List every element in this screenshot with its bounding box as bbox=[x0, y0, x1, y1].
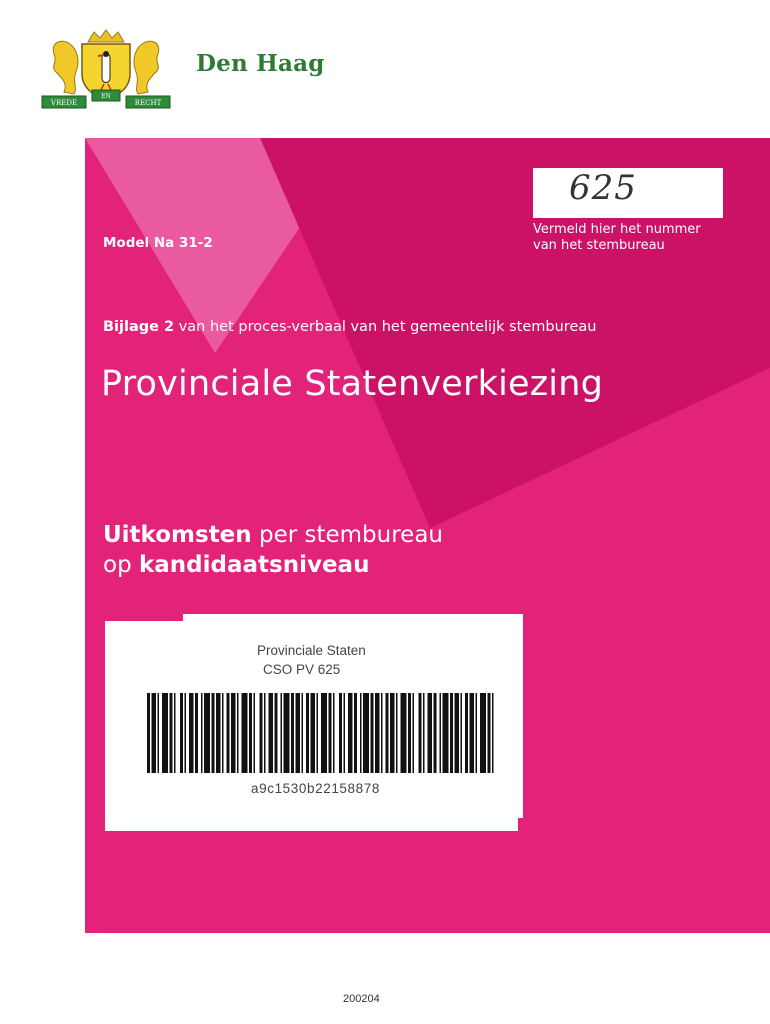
caption-line-2: van het stembureau bbox=[533, 238, 665, 253]
model-number: Model Na 31-2 bbox=[103, 235, 213, 251]
page-header bbox=[0, 0, 770, 130]
barcode-icon bbox=[147, 693, 497, 773]
appendix-description: van het proces-verbaal van het gemeentelijk stembureau bbox=[174, 319, 597, 335]
subtitle-bold-1: Uitkomsten bbox=[103, 522, 252, 548]
document-title: Provinciale Statenverkiezing bbox=[101, 364, 604, 404]
number-field-caption bbox=[533, 222, 753, 254]
sticker-line-1: Provinciale Staten bbox=[257, 643, 366, 658]
caption-line-1: Vermeld hier het nummer bbox=[533, 222, 701, 237]
polling-station-number-field[interactable] bbox=[533, 168, 723, 218]
appendix-number: Bijlage 2 bbox=[103, 319, 175, 335]
form-cover bbox=[85, 138, 770, 933]
motto-center: EN bbox=[101, 93, 111, 100]
appendix-line bbox=[103, 319, 596, 335]
document-subtitle bbox=[103, 520, 443, 580]
subtitle-rest-1: per stembureau bbox=[251, 522, 444, 548]
coat-of-arms-icon bbox=[40, 28, 172, 112]
page-code: 200204 bbox=[343, 993, 380, 1005]
sticker-line-2: CSO PV 625 bbox=[263, 662, 341, 677]
subtitle-start-2: op bbox=[103, 552, 139, 578]
barcode-value: a9c1530b22158878 bbox=[251, 781, 380, 796]
city-name: Den Haag bbox=[196, 50, 325, 77]
subtitle-bold-2: kandidaatsniveau bbox=[138, 552, 370, 578]
motto-left: VREDE bbox=[50, 99, 78, 107]
barcode-sticker bbox=[105, 621, 518, 831]
polling-station-number: 625 bbox=[569, 168, 637, 208]
motto-right: RECHT bbox=[134, 99, 162, 107]
